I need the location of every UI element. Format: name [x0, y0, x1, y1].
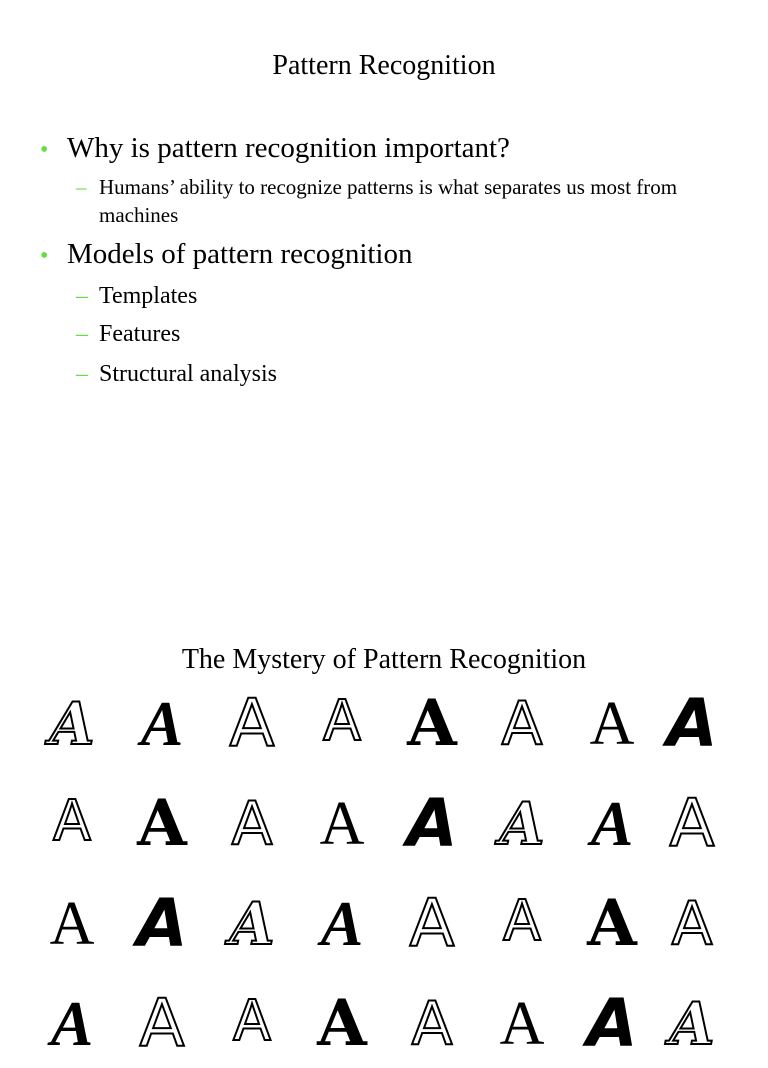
sub-bullet-item [76, 284, 197, 308]
letter-a-glyph-icon: A [501, 689, 543, 759]
dash-icon: – [76, 283, 88, 309]
sub-bullet-item [76, 362, 277, 386]
dash-icon: – [76, 361, 88, 387]
letter-a-glyph-icon: A [503, 888, 541, 959]
glyph-row [36, 885, 736, 968]
letter-a-glyph-icon: A [50, 988, 94, 1059]
sub-bullet-item [76, 173, 699, 229]
letter-a-glyph-icon: A [139, 985, 185, 1062]
bullet-dot-icon: • [40, 137, 49, 163]
letter-a-glyph-icon: A [317, 986, 367, 1061]
letter-a-glyph-icon: A [406, 785, 458, 862]
letter-a-glyph-icon: A [411, 989, 453, 1059]
letter-a-glyph-icon: A [499, 790, 545, 858]
letter-a-glyph-icon: A [586, 985, 638, 1062]
letter-a-glyph-icon: A [587, 886, 637, 961]
bullet-dot-icon: • [40, 243, 49, 269]
bullet-item [40, 240, 413, 269]
letter-a-glyph-icon: A [49, 690, 95, 758]
sub-bullet-text: Templates [99, 283, 198, 309]
letter-a-glyph-icon: A [229, 890, 275, 958]
letter-a-glyph-icon: A [499, 990, 545, 1058]
glyph-row [36, 985, 736, 1068]
letter-a-glyph-icon: A [319, 790, 365, 858]
letter-a-glyph-icon: A [233, 988, 271, 1059]
bullet-text: Models of pattern recognition [67, 238, 413, 270]
glyph-row [36, 685, 736, 768]
letter-a-glyph-icon: A [231, 789, 273, 859]
letter-a-glyph-icon: A [229, 685, 275, 762]
letter-a-glyph-icon: A [49, 890, 95, 958]
letter-a-glyph-icon: A [669, 990, 715, 1058]
letter-a-glyph-icon: A [407, 686, 457, 761]
letter-a-glyph-icon: A [323, 688, 361, 759]
slide-title: The Mystery of Pattern Recognition [181, 644, 587, 675]
letter-a-glyph-icon: A [671, 889, 713, 959]
dash-icon: – [76, 175, 87, 199]
letter-a-glyph-icon: A [137, 786, 187, 861]
letter-a-glyph-icon: A [53, 788, 91, 859]
letter-a-glyph-icon: A [140, 688, 184, 759]
letter-a-glyph-icon: A [409, 885, 455, 962]
dash-icon: – [76, 321, 88, 347]
slide-title: Pattern Recognition [272, 50, 496, 81]
glyph-row [36, 785, 736, 868]
bullet-text: Why is pattern recognition important? [67, 132, 510, 164]
letter-a-glyph-icon: A [136, 885, 188, 962]
sub-bullet-text: Features [99, 321, 181, 347]
sub-bullet-item [76, 322, 180, 346]
bullet-item [40, 134, 510, 163]
letter-a-glyph-icon: A [589, 690, 635, 758]
letter-a-glyph-icon: A [669, 785, 715, 862]
letter-a-glyph-icon: A [320, 888, 364, 959]
letter-a-glyph-icon: A [666, 685, 718, 762]
letter-a-glyph-icon: A [590, 788, 634, 859]
sub-bullet-text: Structural analysis [99, 361, 277, 387]
sub-bullet-text: Humans’ ability to recognize patterns is what separates us most from machines [99, 175, 678, 227]
